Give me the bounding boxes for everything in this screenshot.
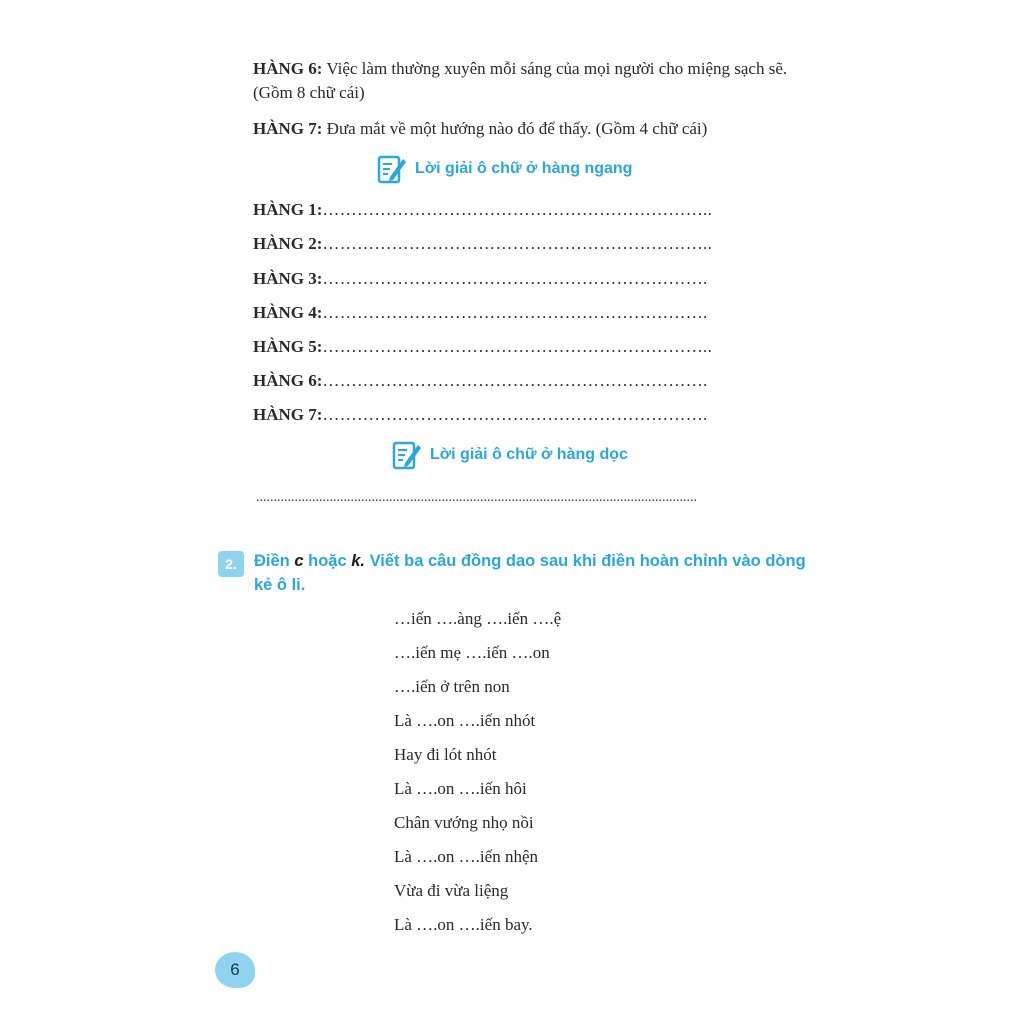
answer-row-label: HÀNG 2: (253, 234, 323, 253)
vertical-answer-line[interactable] (256, 490, 806, 506)
answer-row-dots: …………………………………………………………. (322, 405, 708, 424)
question-2-part2: hoặc (303, 552, 352, 570)
answer-row[interactable] (253, 337, 712, 357)
pencil-note-icon (377, 153, 407, 185)
poem-line: ….iến mẹ ….iến ….on (394, 643, 550, 662)
clue-label: HÀNG 6: (253, 59, 323, 78)
question-2-part1: Điền (254, 552, 295, 570)
poem-line: Là ….on ….iến hôi (394, 779, 527, 798)
poem-line: Là ….on ….iến nhện (394, 847, 538, 866)
answer-row-label: HÀNG 7: (253, 405, 323, 424)
answer-row-dots: ………………………………………………………….. (322, 337, 713, 356)
answer-row-label: HÀNG 5: (253, 337, 323, 356)
answer-row-label: HÀNG 4: (253, 303, 323, 322)
answer-row-dots: ………………………………………………………….. (322, 200, 713, 219)
answer-row-dots: …………………………………………………………. (322, 269, 708, 288)
answer-row-label: HÀNG 3: (253, 269, 323, 288)
letter-k: k. (351, 552, 365, 570)
poem-line: Là ….on ….iến nhót (394, 711, 536, 730)
heading-horizontal-label: Lời giải ô chữ ở hàng ngang (415, 160, 633, 177)
clue-row-6 (253, 57, 813, 105)
answer-row[interactable] (253, 405, 708, 425)
answer-row-dots: ………………………………………………………….. (322, 234, 713, 253)
answer-row[interactable] (253, 303, 708, 323)
page-number: 6 (215, 952, 255, 988)
clue-row-7 (253, 117, 813, 141)
poem-line: Là ….on ….iến bay. (394, 915, 533, 934)
answer-row-label: HÀNG 6: (253, 371, 323, 390)
answer-row[interactable] (253, 200, 712, 220)
vertical-answer-dots: .............................................................................................................................. (256, 490, 697, 505)
question-2-text (254, 549, 818, 597)
question-number-badge: 2. (218, 551, 244, 577)
clue-text: Việc làm thường xuyên mỗi sáng của mọi người cho miệng sạch sẽ. (Gồm 8 chữ cái) (253, 59, 788, 102)
answer-row-dots: …………………………………………………………. (322, 303, 708, 322)
question-2-part3: Viết ba câu đồng dao sau khi điền hoàn chỉnh vào dòng kẻ ô li. (254, 552, 806, 594)
poem-line: Chân vướng nhọ nồi (394, 813, 534, 832)
letter-c: c (294, 552, 304, 570)
poem-line: ….iến ở trên non (394, 677, 510, 696)
answer-row-label: HÀNG 1: (253, 200, 323, 219)
heading-vertical-label: Lời giải ô chữ ở hàng dọc (430, 446, 628, 463)
answer-row[interactable] (253, 269, 708, 289)
answer-row[interactable] (253, 234, 712, 254)
poem-line: Hay đi lót nhót (394, 745, 497, 764)
pencil-note-icon (392, 439, 422, 471)
poem-line: …iến ….àng ….iến ….ệ (394, 609, 562, 628)
heading-vertical (392, 439, 628, 471)
clue-label: HÀNG 7: (253, 119, 323, 138)
clue-text: Đưa mắt về một hướng nào đó để thấy. (Gồm 4 chữ cái) (322, 119, 708, 138)
heading-horizontal (377, 153, 632, 185)
answer-row-dots: …………………………………………………………. (322, 371, 708, 390)
question-2 (218, 549, 818, 597)
poem-line: Vừa đi vừa liệng (394, 881, 509, 900)
answer-row[interactable] (253, 371, 708, 391)
